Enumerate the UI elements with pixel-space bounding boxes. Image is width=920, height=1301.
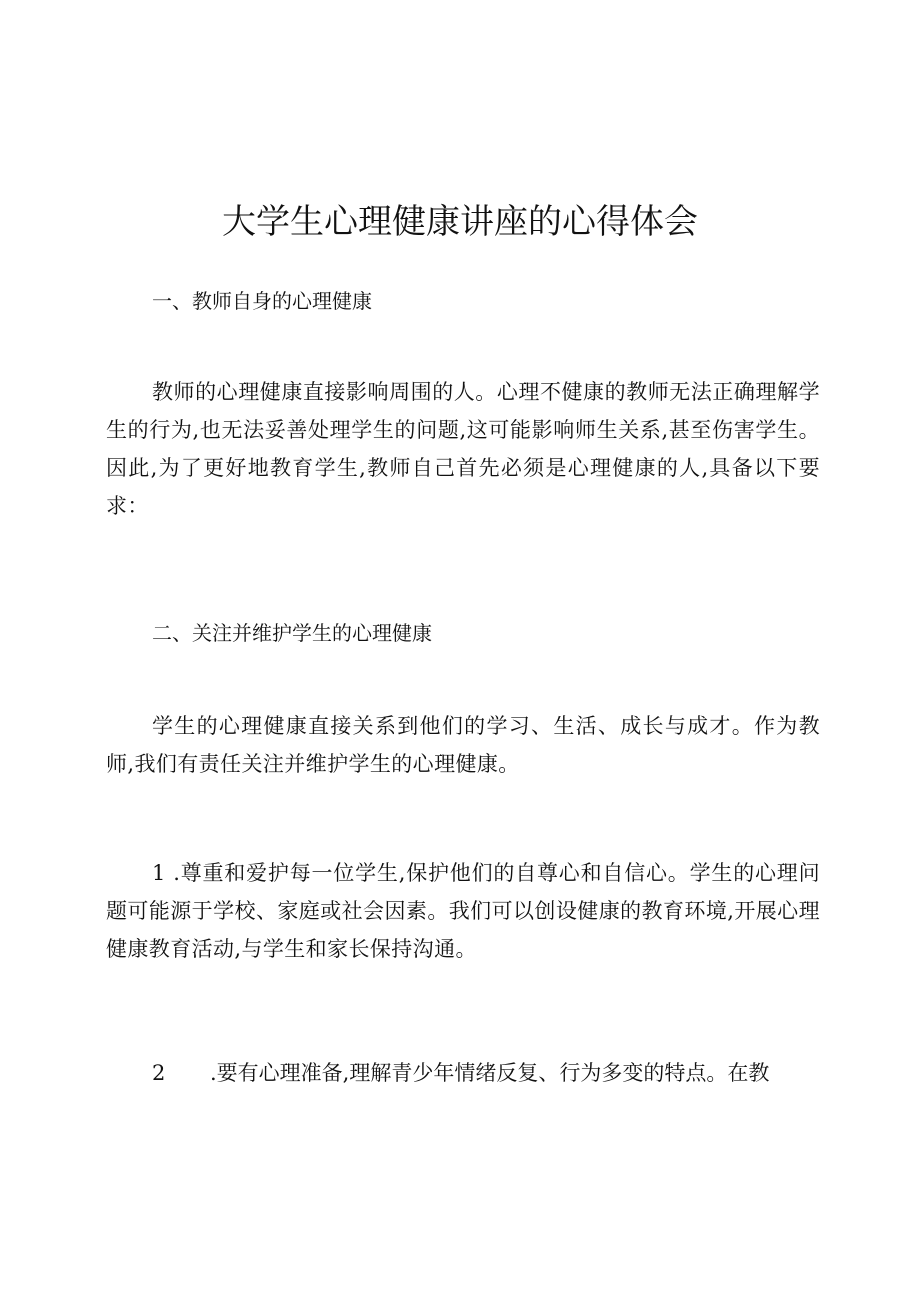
document-title: 大学生心理健康讲座的心得体会 bbox=[222, 201, 698, 242]
paragraph-teacher-mental-health: 教师的心理健康直接影响周围的人。心理不健康的教师无法正确理解学生的行为,也无法妥善处理学生的问题,这可能影响师生关系,甚至伤害学生。因此,为了更好地教育学生,教师自己首先必须是心理健康的人,具备以下要求： bbox=[106, 380, 820, 518]
section-heading-2: 二、关注并维护学生的心理健康 bbox=[152, 621, 432, 645]
section-heading-1: 一、教师自身的心理健康 bbox=[152, 289, 372, 313]
list-item-2 bbox=[152, 1058, 769, 1088]
paragraph-student-mental-health: 学生的心理健康直接关系到他们的学习、生活、成长与成才。作为教师,我们有责任关注并维护学生的心理健康。 bbox=[106, 714, 820, 776]
list-item-2-text: .要有心理准备,理解青少年情绪反复、行为多变的特点。在教 bbox=[210, 1061, 770, 1085]
list-item-1: 1 .尊重和爱护每一位学生,保护他们的自尊心和自信心。学生的心理问题可能源于学校、家庭或社会因素。我们可以创设健康的教育环境,开展心理健康教育活动,与学生和家长保持沟通。 bbox=[106, 861, 820, 961]
list-item-2-number: 2 bbox=[152, 1061, 166, 1085]
